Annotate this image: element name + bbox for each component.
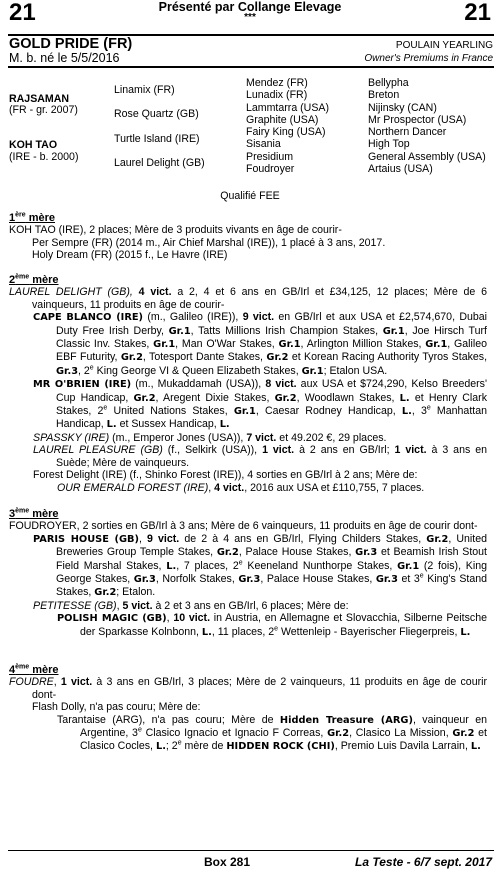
second-dam-section <box>9 274 487 494</box>
gen4-6: High Top <box>368 138 410 150</box>
tarantaise-entry: Tarantaise (ARG), n'a pas couru; Mère de Hidden Treasure (ARG), vainqueur en Argentine, 3e Clasico Ignacio et Ignacio F Correas, Gr.2, Clasico La Mission, Gr.2 et Clasico Cocles, L.; 2e mère de HIDDEN ROCK (CHI), Premio Luis Davila Larrain, L. <box>57 713 487 753</box>
third-dam-section <box>9 508 487 639</box>
gen4-3: Nijinsky (CAN) <box>368 102 437 114</box>
gen2-3: Turtle Island (IRE) <box>114 133 200 145</box>
cape-blanco-entry: CAPE BLANCO (IRE) (m., Galileo (IRE)), 9 vict. en GB/Irl et aux USA et £2,574,670, Dubai Duty Free Irish Derby, Gr.1, Tatts Millions Irish Champion Stakes, Gr.1, Joe Hirsch Turf Classic Inv. Stakes, Gr.1, Man O'War Stakes, Gr.1, Arlington Million Stakes, Gr.1, Galileo EBF Futurity, Gr.2, Totesport Dante Stakes, Gr.2 et Korean Racing Authority Tyros Stakes, Gr.3, 2e King George VI & Queen Elizabeth Stakes, Gr.1; Etalon USA. <box>33 311 488 377</box>
gen3-6: Sisania <box>246 138 281 150</box>
sale-info: La Teste - 6/7 sept. 2017 <box>355 855 492 869</box>
horse-category: POULAIN YEARLING <box>395 40 493 51</box>
gen3-2: Lunadix (FR) <box>246 89 308 101</box>
gen4-2: Breton <box>368 89 400 101</box>
qualifie-fee: Qualifié FEE <box>220 190 280 202</box>
gen4-7: General Assembly (USA) <box>368 151 486 163</box>
lot-number-left: 21 <box>9 0 36 26</box>
second-dam-text: LAUREL DELIGHT (GB), 4 vict. a 2, 4 et 6 ans en GB/Irl et £34,125, 12 places; Mère de 6 vainqueurs, 11 produits en âge de courir- <box>9 286 487 311</box>
gen2-2: Rose Quartz (GB) <box>114 108 199 120</box>
stars: *** <box>244 12 256 23</box>
gen3-1: Mendez (FR) <box>246 77 308 89</box>
dam-info: (IRE - b. 2000) <box>9 151 79 163</box>
polish-magic-entry: POLISH MAGIC (GB), 10 vict. in Austria, en Allemagne et Slovacchia, Silberne Peitsche der Sparkasse Kolnbonn, L., 11 places, 2e Wettenleip - Bayerischer Fliegerpreis, L. <box>57 612 487 638</box>
our-emerald-forest-entry: OUR EMERALD FOREST (IRE), 4 vict., 2016 aux USA et £110,755, 7 places. <box>57 481 425 494</box>
first-dam-produce-2: Holy Dream (FR) (2015 f., Le Havre (IRE) <box>32 249 228 262</box>
sire-name: RAJSAMAN <box>9 93 70 105</box>
gen3-3: Lammtarra (USA) <box>246 102 329 114</box>
owner-premiums: Owner's Premiums in France <box>364 53 493 64</box>
third-dam-title: 3ème mère <box>9 507 59 520</box>
gen3-4: Graphite (USA) <box>246 114 319 126</box>
petitesse-entry: PETITESSE (GB), 5 vict. à 2 et 3 ans en GB/Irl, 6 places; Mère de: <box>33 599 349 612</box>
fourth-dam-section <box>9 664 487 754</box>
box-number: Box 281 <box>204 855 251 869</box>
footer-rule <box>8 850 494 851</box>
lot-number-right: 21 <box>464 0 491 26</box>
presenter: Présenté par Collange Elevage <box>158 0 342 14</box>
horse-birth: M. b. né le 5/5/2016 <box>9 51 120 65</box>
gen2-1: Linamix (FR) <box>114 84 175 96</box>
gen4-5: Northern Dancer <box>368 126 447 138</box>
first-dam-produce-1: Per Sempre (FR) (2014 m., Air Chief Marshal (IRE)), 1 placé à 3 ans, 2017. <box>32 236 386 249</box>
gen3-7: Presidium <box>246 151 294 163</box>
gen4-8: Artaius (USA) <box>368 163 433 175</box>
sire-info: (FR - gr. 2007) <box>9 104 78 116</box>
third-dam-text: FOUDROYER, 2 sorties en GB/Irl à 3 ans; Mère de 6 vainqueurs, 11 produits en âge de courir dont- <box>9 520 478 533</box>
paris-house-entry: PARIS HOUSE (GB), 9 vict. de 2 à 4 ans en GB/Irl, Flying Childers Stakes, Gr.2, United Breweries Group Temple Stakes, Gr.2, Palace House Stakes, Gr.3 et Beamish Irish Stout Field Marshal Stakes, L., 7 places, 2e Keeneland Nunthorpe Stakes, Gr.1 (2 fois), King George Stakes, Gr.3, Norfolk Stakes, Gr.3, Palace House Stakes, Gr.3 et 3e King's Stand Stakes, Gr.2; Etalon. <box>33 532 488 599</box>
flash-dolly-entry: Flash Dolly, n'a pas couru; Mère de: <box>32 701 201 714</box>
spassky-entry: SPASSKY (IRE) (m., Emperor Jones (USA)), 7 vict. et 49.202 €, 29 places. <box>33 431 387 444</box>
first-dam-section <box>9 212 487 262</box>
gen4-1: Bellypha <box>368 77 409 89</box>
fourth-dam-text: FOUDRE, 1 vict. à 3 ans en GB/Irl, 3 places; Mère de 2 vainqueurs, 11 produits en âge de courir dont- <box>9 676 488 701</box>
mr-obrien-entry: MR O'BRIEN (IRE) (m., Mukaddamah (USA)), 8 vict. aux USA et $724,290, Kelso Breeders' Cup Handicap, Gr.2, Aregent Dixie Stakes, Gr.2, Woodlawn Stakes, L. et Henry Clark Stakes, 2e United Nations Stakes, Gr.1, Caesar Rodney Handicap, L., 3e Manhattan Handicap, L. et Sussex Handicap, L. <box>33 378 487 431</box>
laurel-pleasure-entry: LAUREL PLEASURE (GB) (f., Selkirk (USA)), 1 vict. à 2 ans en GB/Irl; 1 vict. à 3 ans en Suède; Mère de vainqueurs. <box>33 444 487 469</box>
fourth-dam-title: 4ème mère <box>9 663 59 676</box>
forest-delight-entry: Forest Delight (IRE) (f., Shinko Forest (IRE)), 4 sorties en GB/Irl à 2 ans; Mère de: <box>33 469 418 482</box>
gen3-8: Foudroyer <box>246 163 295 175</box>
gen3-5: Fairy King (USA) <box>246 126 326 138</box>
pedigree-rule <box>8 66 494 68</box>
gen4-4: Mr Prospector (USA) <box>368 114 467 126</box>
dam-name: KOH TAO <box>9 139 58 151</box>
second-dam-title: 2ème mère <box>9 273 59 286</box>
first-dam-text: KOH TAO (IRE), 2 places; Mère de 3 produits vivants en âge de courir- <box>9 224 342 237</box>
gen2-4: Laurel Delight (GB) <box>114 157 205 169</box>
horse-name: GOLD PRIDE (FR) <box>9 36 133 52</box>
first-dam-title: 1ère mère <box>9 211 55 224</box>
